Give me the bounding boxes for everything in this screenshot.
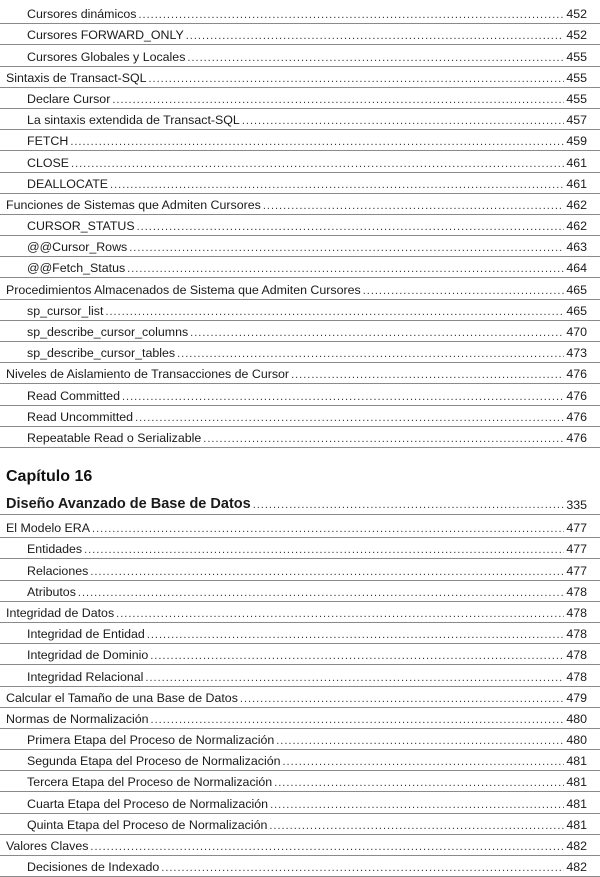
toc-entry-label: Procedimientos Almacenados de Sistema que Admiten Cursores	[6, 282, 361, 297]
toc-page-number: 470	[566, 325, 587, 339]
toc-page-number: 478	[566, 584, 587, 599]
dot-leader	[150, 648, 564, 662]
dot-leader	[274, 775, 564, 789]
toc-section-entry[interactable]	[0, 602, 600, 623]
toc-subentry[interactable]	[0, 45, 600, 66]
toc-page-number: 478	[566, 627, 587, 642]
toc-page-number: 455	[566, 70, 587, 85]
toc-subentry[interactable]	[0, 729, 600, 750]
toc-section-entry[interactable]	[0, 517, 600, 538]
toc-page-number: 462	[566, 219, 587, 234]
toc-subentry[interactable]	[0, 538, 600, 559]
toc-entry-label: Sintaxis de Transact-SQL	[6, 70, 147, 85]
dot-leader	[151, 712, 565, 726]
toc-subentry[interactable]	[0, 130, 600, 151]
toc-page-number: 482	[566, 839, 587, 853]
toc-entry-label: sp_describe_cursor_columns	[27, 325, 189, 339]
toc-section-entry[interactable]	[0, 687, 600, 708]
toc-entry-label: Relaciones	[27, 563, 89, 578]
toc-entry-label: Declare Cursor	[27, 91, 111, 106]
toc-entry-label: DEALLOCATE	[27, 176, 109, 191]
toc-entry-label: Atributos	[27, 584, 76, 599]
toc-subentry[interactable]	[0, 215, 600, 236]
dot-leader	[276, 733, 564, 747]
toc-subentry[interactable]	[0, 623, 600, 644]
toc-page-number: 481	[566, 775, 587, 790]
toc-page-number: 478	[566, 648, 587, 663]
toc-page-number: 462	[566, 197, 587, 212]
dot-leader	[112, 92, 564, 106]
toc-section-chapter-16	[0, 517, 600, 877]
toc-entry-label: Integridad Relacional	[27, 669, 144, 684]
toc-page-number: 461	[566, 155, 587, 170]
toc-page-number: 463	[566, 240, 587, 255]
toc-entry-label: Integridad de Datos	[6, 605, 115, 620]
toc-subentry[interactable]	[0, 3, 600, 24]
dot-leader	[84, 542, 564, 556]
dot-leader	[139, 7, 565, 21]
toc-subentry[interactable]	[0, 856, 600, 877]
toc-page-number: 481	[566, 754, 587, 769]
dot-leader	[263, 198, 564, 212]
toc-page-number: 481	[566, 817, 587, 832]
toc-subentry[interactable]	[0, 321, 600, 342]
toc-section-entry[interactable]	[0, 708, 600, 729]
toc-section-entry[interactable]	[0, 278, 600, 299]
toc-entry-label: Decisiones de Indexado	[27, 860, 160, 875]
dot-leader	[161, 860, 564, 874]
chapter-title: Diseño Avanzado de Base de Datos	[6, 496, 251, 512]
toc-entry-label: Integridad de Entidad	[27, 627, 145, 642]
toc-entry-label: El Modelo ERA	[6, 521, 91, 536]
dot-leader	[363, 283, 565, 297]
toc-subentry[interactable]	[0, 559, 600, 580]
toc-entry-label: Entidades	[27, 542, 83, 557]
toc-subentry[interactable]	[0, 24, 600, 45]
toc-entry-label: Tercera Etapa del Proceso de Normalización	[27, 775, 273, 790]
toc-entry-label: Segunda Etapa del Proceso de Normalización	[27, 754, 281, 769]
toc-page-number: 478	[566, 669, 587, 684]
toc-entry-label: @@Fetch_Status	[27, 261, 126, 276]
toc-subentry[interactable]	[0, 151, 600, 172]
toc-subentry[interactable]	[0, 342, 600, 363]
toc-subentry[interactable]	[0, 771, 600, 792]
dot-leader	[116, 606, 564, 620]
dot-leader	[92, 521, 564, 535]
toc-page-number: 465	[566, 303, 587, 318]
toc-entry-label: Read Uncommitted	[27, 409, 134, 424]
toc-page-number: 479	[566, 690, 587, 705]
toc-page-number: 480	[566, 711, 587, 726]
dot-leader	[137, 219, 565, 233]
dot-leader	[240, 691, 564, 705]
toc-page-number: 461	[566, 176, 587, 191]
dot-leader	[187, 50, 564, 64]
dot-leader	[135, 410, 564, 424]
dot-leader	[70, 134, 564, 148]
dot-leader	[147, 627, 565, 641]
toc-page-number: 464	[566, 261, 587, 276]
dot-leader	[122, 389, 564, 403]
chapter-page-number: 335	[566, 498, 587, 512]
dot-leader	[253, 497, 565, 511]
toc-subentry[interactable]	[0, 814, 600, 835]
toc-entry-label: @@Cursor_Rows	[27, 240, 128, 255]
toc-section-entry[interactable]	[0, 363, 600, 384]
toc-section-entry[interactable]	[0, 67, 600, 88]
toc-entry-label: Funciones de Sistemas que Admiten Cursores	[6, 197, 261, 212]
toc-entry-label: Repeatable Read o Serializable	[27, 430, 202, 445]
toc-page-number: 473	[566, 346, 587, 361]
toc-page-number: 480	[566, 733, 587, 748]
dot-leader	[127, 261, 564, 275]
toc-page-number: 476	[566, 388, 587, 403]
toc-entry-label: Valores Claves	[6, 839, 89, 853]
toc-page-number: 457	[566, 113, 587, 128]
toc-page-number: 477	[566, 563, 587, 578]
toc-subentry[interactable]	[0, 406, 600, 427]
toc-page-number: 455	[566, 49, 587, 64]
toc-page-number: 455	[566, 91, 587, 106]
toc-page-number: 452	[566, 7, 587, 22]
toc-entry-label: Read Committed	[27, 388, 120, 403]
toc-page-number: 476	[566, 430, 587, 445]
dot-leader	[203, 431, 564, 445]
dot-leader	[105, 304, 564, 318]
toc-subentry[interactable]	[0, 384, 600, 405]
toc-page-number: 477	[566, 542, 587, 557]
toc-entry-label: Quinta Etapa del Proceso de Normalización	[27, 817, 268, 832]
dot-leader	[269, 818, 564, 832]
dot-leader	[110, 177, 564, 191]
dot-leader	[282, 754, 564, 768]
toc-entry-label: Primera Etapa del Proceso de Normalización	[27, 733, 275, 748]
chapter-title-entry[interactable]	[0, 491, 600, 515]
toc-entry-label: sp_cursor_list	[27, 303, 104, 318]
dot-leader	[71, 156, 564, 170]
toc-entry-label: Cursores dinámicos	[27, 7, 137, 22]
toc-entry-label: Cursores Globales y Locales	[27, 49, 186, 64]
toc-entry-label: Integridad de Dominio	[27, 648, 149, 663]
dot-leader	[129, 240, 564, 254]
toc-section-entry[interactable]	[0, 835, 600, 856]
toc-subentry[interactable]	[0, 792, 600, 813]
dot-leader	[149, 71, 565, 85]
toc-page-number: 482	[566, 860, 587, 875]
dot-leader	[145, 670, 564, 684]
dot-leader	[177, 346, 564, 360]
toc-entry-label: La sintaxis extendida de Transact-SQL	[27, 113, 240, 128]
toc-subentry[interactable]	[0, 665, 600, 686]
toc-entry-label: Niveles de Aislamiento de Transacciones de Cursor	[6, 367, 290, 382]
toc-entry-label: Cuarta Etapa del Proceso de Normalización	[27, 796, 269, 811]
toc-entry-label: CURSOR_STATUS	[27, 219, 135, 234]
toc-subentry[interactable]	[0, 750, 600, 771]
dot-leader	[291, 367, 564, 381]
toc-subentry[interactable]	[0, 173, 600, 194]
toc-subentry[interactable]	[0, 581, 600, 602]
toc-entry-label: sp_describe_cursor_tables	[27, 346, 176, 361]
toc-subentry[interactable]	[0, 257, 600, 278]
toc-entry-label: Normas de Normalización	[6, 711, 149, 726]
toc-entry-label: CLOSE	[27, 155, 70, 170]
toc-page-number: 459	[566, 134, 587, 149]
toc-entry-label: Calcular el Tamaño de una Base de Datos	[6, 690, 238, 705]
dot-leader	[90, 564, 564, 578]
toc-page-number: 465	[566, 282, 587, 297]
dot-leader	[190, 325, 564, 339]
toc-page-number: 476	[566, 367, 587, 382]
dot-leader	[270, 797, 564, 811]
toc-section-entry[interactable]	[0, 194, 600, 215]
toc-section-cursors	[0, 3, 600, 448]
toc-subentry[interactable]	[0, 300, 600, 321]
chapter-heading: Capítulo 16	[6, 468, 93, 485]
toc-subentry[interactable]	[0, 88, 600, 109]
toc-page-number: 478	[566, 605, 587, 620]
toc-page-number: 477	[566, 521, 587, 536]
dot-leader	[242, 113, 564, 127]
dot-leader	[186, 28, 565, 42]
toc-entry-label: FETCH	[27, 134, 69, 149]
toc-subentry[interactable]	[0, 236, 600, 257]
toc-entry-label: Cursores FORWARD_ONLY	[27, 28, 184, 43]
toc-page-number: 481	[566, 796, 587, 811]
toc-subentry[interactable]	[0, 644, 600, 665]
toc-page-number: 452	[566, 28, 587, 43]
toc-subentry[interactable]	[0, 109, 600, 130]
toc-page-number: 476	[566, 409, 587, 424]
dot-leader	[90, 839, 564, 853]
dot-leader	[78, 585, 564, 599]
toc-subentry[interactable]	[0, 427, 600, 448]
